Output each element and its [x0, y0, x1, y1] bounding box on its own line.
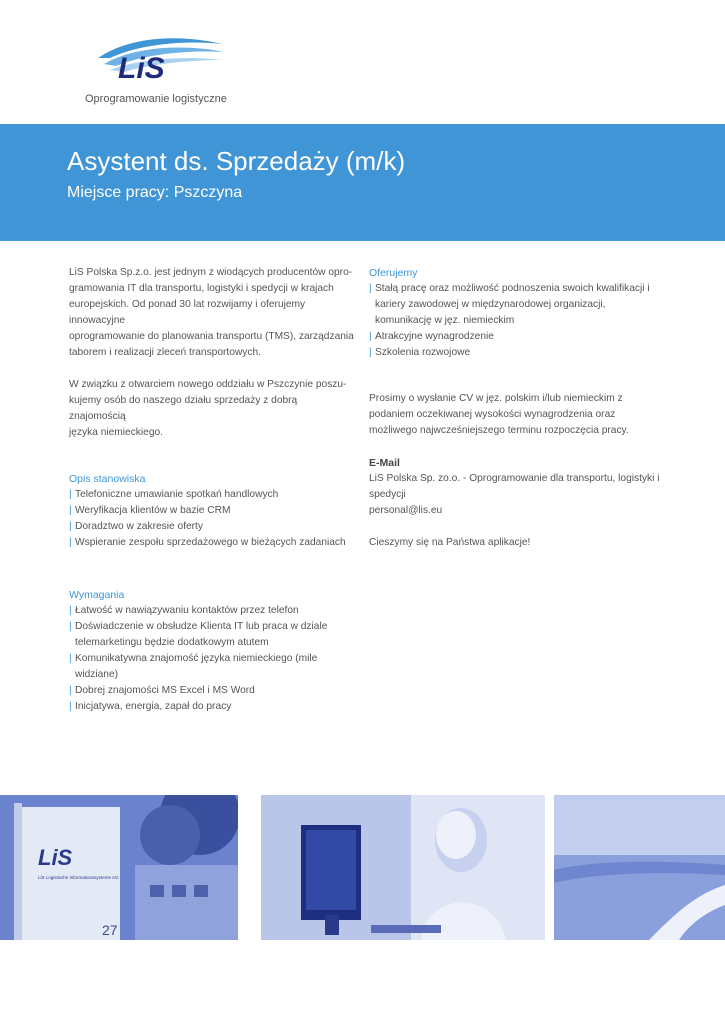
duties-list [69, 487, 354, 551]
offer-list [369, 281, 664, 361]
list-item: | Dobrej znajomości MS Excel i MS Word [69, 683, 354, 699]
list-item: | Doradztwo w zakresie oferty [69, 519, 354, 535]
list-item: | Inicjatywa, energia, zapał do pracy [69, 699, 354, 715]
requirements-heading: Wymagania [69, 589, 125, 601]
contact-email[interactable]: personal@lis.eu [369, 505, 443, 516]
list-item: | Doświadczenie w obsłudze Klienta IT lub praca w dziale telemarketingu będzie dodatkowym atutem [69, 619, 354, 651]
offer-heading: Oferujemy [369, 267, 418, 279]
intro-paragraph-2: W związku z otwarciem nowego oddziału w Pszczynie poszu- kujemy osób do naszego działu sprzedaży z dobrą znajomością języka niemieckiego. [69, 379, 347, 438]
list-item: | Komunikatywna znajomość języka niemieckiego (mile widziane) [69, 651, 354, 683]
building-number: 27 [102, 922, 118, 938]
highway-photo [554, 795, 725, 940]
building-photo [0, 795, 238, 940]
office-worker-photo [261, 795, 545, 940]
logo-text: LiS [118, 52, 165, 85]
sign-logo: LiS [38, 845, 73, 870]
list-item: | Stałą pracę oraz możliwość podnoszenia swoich kwalifikacji i kariery zawodowej w międzynarodowej organizacji, komunikację w jęz. niemieckim [369, 281, 664, 329]
list-item: | Wspieranie zespołu sprzedażowego w bieżących zadaniach [69, 535, 354, 551]
lis-logo [90, 28, 230, 88]
list-item: | Telefoniczne umawianie spotkań handlowych [69, 487, 354, 503]
right-column [369, 265, 664, 551]
job-title: Asystent ds. Sprzedaży (m/k) [67, 146, 406, 176]
list-item: | Atrakcyjne wynagrodzenie [369, 329, 664, 345]
closing-text: Cieszymy się na Państwa aplikacje! [369, 537, 531, 548]
logo-tagline: Oprogramowanie logistyczne [85, 93, 227, 105]
job-location: Miejsce pracy: Pszczyna [67, 184, 243, 201]
left-column [69, 265, 354, 715]
cv-request-paragraph: Prosimy o wysłanie CV w jęz. polskim i/lub niemieckim z podaniem oczekiwanej wysokości wynagrodzenia oraz możliwego najwcześniejszego terminu rozpoczęcia pracy. [369, 393, 629, 436]
requirements-list [69, 603, 354, 715]
list-item: | Szkolenia rozwojowe [369, 345, 664, 361]
list-item: | Łatwość w nawiązywaniu kontaktów przez telefon [69, 603, 354, 619]
title-banner [0, 124, 725, 241]
email-heading: E-Mail [369, 457, 400, 469]
list-item: | Weryfikacja klientów w bazie CRM [69, 503, 354, 519]
intro-paragraph: LiS Polska Sp.z.o. jest jednym z wiodących producentów opro- gramowania IT dla transportu, logistyki i spedycji w krajach europejskich. Od ponad 30 lat rozwijamy i oferujemy innowacyjne oprogramowanie do planowania transportu (TMS), zarządzania taborem i realizacji zleceń transportowych. [69, 267, 354, 358]
company-name: LiS Polska Sp. zo.o. - Oprogramowanie dla transportu, logistyki i spedycji [369, 473, 660, 500]
sign-text: LiS Logistische Informationssysteme AG [38, 875, 119, 880]
duties-heading: Opis stanowiska [69, 473, 146, 485]
